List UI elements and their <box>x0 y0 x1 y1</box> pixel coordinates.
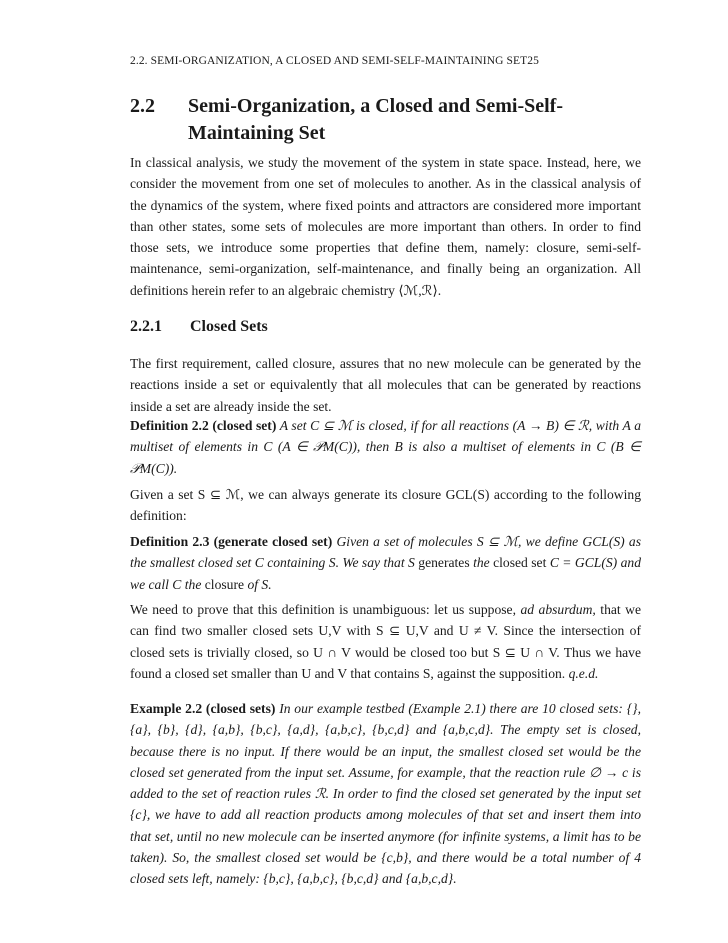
definition-body: C = GCL(S) and we call C the <box>130 555 642 592</box>
proof-paragraph <box>130 599 641 684</box>
definition-body: of S. <box>247 576 272 592</box>
definition-term: closed set <box>493 555 547 571</box>
definition-body: A set C ⊆ ℳ is closed, if for all reactions (A → B) ∈ ℛ, with A a multiset of elements in C (A ∈ 𝒫M(C)), then B is also a multiset of elements in C (B ∈ 𝒫M(C)). <box>130 418 642 476</box>
closure-paragraph: The first requirement, called closure, assures that no new molecule can be generated by the reactions inside a set or equivalently that all molecules that can be generated by reactions inside a set are already inside the set. <box>130 356 641 414</box>
example-closed-sets <box>130 698 641 890</box>
section-title: Semi-Organization, a Closed and Semi-Self-Maintaining Set <box>188 95 563 144</box>
definition-label: Definition 2.2 (closed set) <box>130 418 277 433</box>
proof-text: We need to prove that this definition is unambiguous: let us suppose, <box>130 602 516 617</box>
proof-text: that we can find two smaller closed sets U,V with S ⊆ U,V and U ≠ V. Since the intersection of closed sets is trivially closed, so U ∩ V would be closed too but S ⊆ U ∩ V. Thus we have found a closed set smaller than U and V that contains S, against the supposition. <box>130 602 642 681</box>
example-label: Example 2.2 (closed sets) <box>130 701 276 716</box>
definition-term: generates <box>418 555 470 571</box>
subsection-number: 2.2.1 <box>130 318 162 335</box>
proof-latin-phrase: ad absurdum, <box>520 602 596 617</box>
definition-label: Definition 2.3 (generate closed set) <box>130 534 333 549</box>
intro-paragraph: In classical analysis, we study the movement of the system in state space. Instead, here, we consider the movement from one set of molecules to another. As in the classical analysis of the dynamics of the system, where fixed points and attractors are considered more important than other states, some sets of molecules are more important than others. In order to find those sets, we introduce some properties that define them, namely: closure, semi-self-maintenance, semi-organization, self-maintenance, and finally being an organization. All definitions herein refer to an algebraic chemistry ⟨ℳ,ℛ⟩. <box>130 155 641 298</box>
definition-body: Given a set of molecules S ⊆ ℳ, we define GCL(S) as the smallest closed set C containing S. We say that S <box>130 534 641 571</box>
definition-generate-closed-set <box>130 531 641 595</box>
definition-body: the <box>473 555 490 571</box>
definition-closed-set <box>130 415 641 479</box>
proof-qed: q.e.d. <box>568 665 599 681</box>
definition-term: closure <box>204 576 245 592</box>
section-number: 2.2 <box>130 95 155 117</box>
subsection-title: Closed Sets <box>190 318 268 335</box>
given-paragraph: Given a set S ⊆ ℳ, we can always generate its closure GCL(S) according to the following definition: <box>130 487 641 524</box>
example-body: In our example testbed (Example 2.1) there are 10 closed sets: {}, {a}, {b}, {d}, {a,b}, {b,c}, {a,d}, {a,b,c}, {b,c,d} and {a,b,c,d}. The empty set is closed, because there is no input. If there would be an input, the smallest closed set would be the closed set generated from the input set. Assume, for example, that the reaction rule ∅ → c is added to the set of reaction rules ℛ. In order to find the closed set generated by the input set {c}, we have to add all reaction products among molecules of that set and insert them into that set, until no new molecule can be inserted anymore (for infinite systems, a limit has to be taken). So, the smallest closed set would be {c,b}, and there would be a total number of 4 closed sets left, namely: {b,c}, {a,b,c}, {b,c,d} and {a,b,c,d}. <box>130 701 641 887</box>
running-head: 2.2. SEMI-ORGANIZATION, A CLOSED AND SEMI-SELF-MAINTAINING SET25 <box>130 55 539 67</box>
